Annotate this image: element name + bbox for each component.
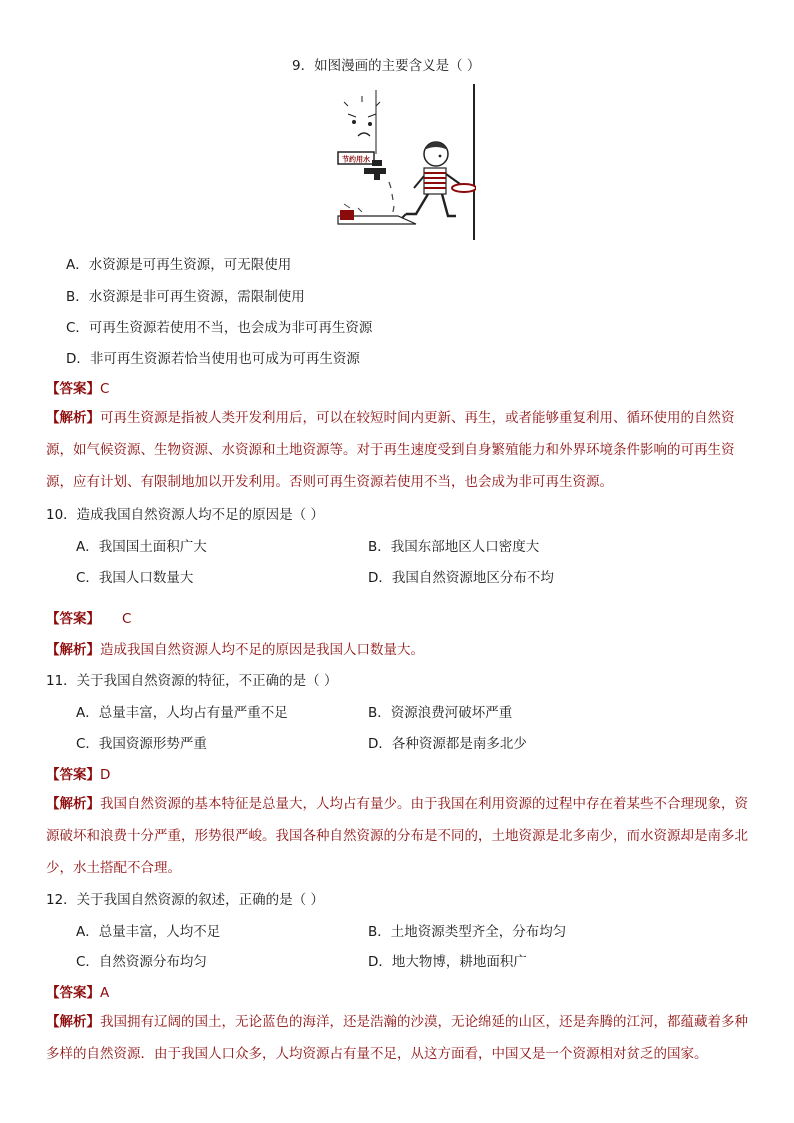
q12-option-d: D．地大物博，耕地面积广	[368, 954, 527, 970]
q12-option-b: B．土地资源类型齐全，分布均匀	[368, 924, 567, 940]
q12-stem: 12．关于我国自然资源的叙述，正确的是（ ）	[46, 892, 324, 908]
q9-stem: 9．如图漫画的主要含义是（ ）	[292, 58, 481, 74]
q10-answer-value: C	[122, 611, 132, 627]
q10-answer-label: 【答案】	[46, 611, 100, 627]
q12-analysis-text: 我国拥有辽阔的国土，无论蓝色的海洋，还是浩瀚的沙漠，无论绵延的山区，还是奔腾的江河，都蕴藏着多种多样的自然资源．由于我国人口众多，人均资源占有量不足，从这方面看，中国又是一个资源相对贫乏的国家。	[46, 1014, 748, 1062]
q10-stem: 10．造成我国自然资源人均不足的原因是（ ）	[46, 507, 324, 523]
q9-answer-value: C	[100, 381, 110, 397]
q11-answer-value: D	[100, 767, 111, 783]
q10-answer	[46, 607, 131, 627]
q9-option-d: D．非可再生资源若恰当使用也可成为可再生资源	[66, 351, 360, 367]
q9-option-a: A．水资源是可再生资源，可无限使用	[66, 257, 292, 273]
q10-option-d: D．我国自然资源地区分布不均	[368, 570, 554, 586]
q11-option-d: D．各种资源都是南多北少	[368, 736, 527, 752]
q9-analysis-label: 【解析】	[46, 410, 100, 426]
q9-analysis-text: 可再生资源是指被人类开发利用后，可以在较短时间内更新、再生，或者能够重复利用、循环使用的自然资源，如气候资源、生物资源、水资源和土地资源等。对于再生速度受到自身繁殖能力和外界环境条件影响的可再生资源，应有计划、有限制地加以开发利用。否则可再生资源若使用不当，也会成为非可再生资源。	[46, 410, 735, 490]
q9-option-b: B．水资源是非可再生资源，需限制使用	[66, 289, 305, 305]
q10-option-a: A．我国国土面积广大	[76, 539, 207, 555]
q10-option-b: B．我国东部地区人口密度大	[368, 539, 540, 555]
q11-analysis-label: 【解析】	[46, 796, 100, 812]
q11-answer	[46, 763, 110, 783]
q11-stem: 11．关于我国自然资源的特征，不正确的是（ ）	[46, 673, 338, 689]
q11-option-a: A．总量丰富，人均占有量严重不足	[76, 705, 288, 721]
q12-option-c: C．自然资源分布均匀	[76, 954, 207, 970]
q11-analysis-text: 我国自然资源的基本特征是总量大，人均占有量少。由于我国在利用资源的过程中存在着某些不合理现象，资源破坏和浪费十分严重，形势很严峻。我国各种自然资源的分布是不同的，土地资源是北多南少，而水资源却是南多北少，水土搭配不合理。	[46, 796, 748, 876]
q10-option-c: C．我国人口数量大	[76, 570, 194, 586]
q12-analysis-label: 【解析】	[46, 1014, 100, 1030]
q11-option-b: B．资源浪费河破坏严重	[368, 705, 513, 721]
q12-option-a: A．总量丰富，人均不足	[76, 924, 221, 940]
q9-answer-label: 【答案】	[46, 381, 100, 397]
q10-analysis	[46, 638, 424, 658]
q9-answer	[46, 377, 109, 397]
q12-answer	[46, 981, 109, 1001]
q10-analysis-label: 【解析】	[46, 642, 100, 658]
q9-option-c: C．可再生资源若使用不当，也会成为非可再生资源	[66, 320, 373, 336]
q9-analysis	[46, 402, 750, 498]
q12-answer-label: 【答案】	[46, 985, 100, 1001]
q11-answer-label: 【答案】	[46, 767, 100, 783]
q12-answer-value: A	[100, 985, 110, 1001]
cartoon-image	[314, 84, 476, 240]
q11-option-c: C．我国资源形势严重	[76, 736, 207, 752]
cartoon-figure	[314, 84, 476, 240]
q12-analysis	[46, 1006, 750, 1070]
q10-analysis-text: 造成我国自然资源人均不足的原因是我国人口数量大。	[100, 642, 424, 658]
q11-analysis	[46, 788, 750, 884]
sign-label: 节约用水	[342, 155, 370, 164]
